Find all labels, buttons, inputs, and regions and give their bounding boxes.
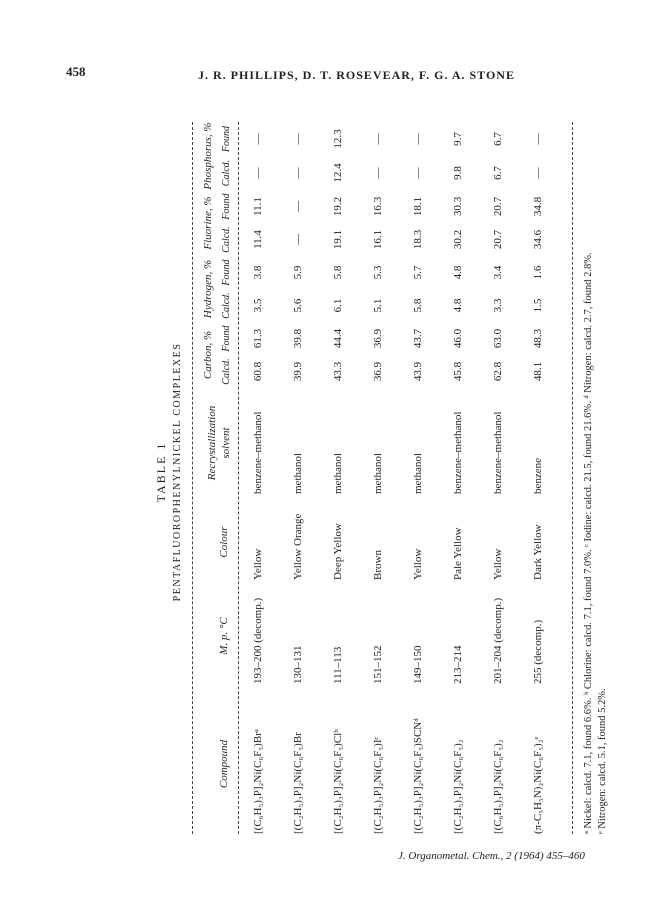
cell-solvent: methanol — [332, 453, 344, 494]
cell-c-found: 46.0 — [452, 328, 464, 349]
header-fluorine-found: Found — [221, 193, 232, 220]
cell-p-found: — — [532, 133, 544, 145]
cell-mp: 193–200 (decomp.) — [252, 597, 264, 684]
cell-f-found: 34.8 — [532, 196, 544, 217]
cell-p-found: — — [252, 133, 264, 145]
cell-mp: 151–152 — [372, 645, 384, 684]
cell-p-found: 6.7 — [492, 132, 504, 146]
cell-f-found: 30.3 — [452, 196, 464, 217]
cell-colour: Yellow — [252, 548, 264, 580]
cell-p-found: 9.7 — [452, 132, 464, 146]
cell-f-calc: 30.2 — [452, 229, 464, 250]
footnote-line-2: ᵉ Nitrogen: calcd. 5.1, found 5.2%. — [597, 688, 608, 834]
cell-colour: Brown — [372, 550, 384, 580]
journal-citation: J. Organometal. Chem., 2 (1964) 455–460 — [398, 850, 585, 862]
cell-colour: Pale Yellow — [452, 527, 464, 580]
cell-p-found: — — [292, 133, 304, 145]
cell-compound: (π-C₅H₅N)₂Ni(C₆F₅)₂ᵉ — [532, 736, 544, 834]
cell-colour: Yellow Orange — [292, 513, 304, 580]
cell-f-calc: 11.4 — [252, 230, 264, 249]
header-phosphorus-found: Found — [221, 125, 232, 153]
cell-p-calc: 12.4 — [332, 163, 344, 183]
cell-f-calc: — — [292, 234, 304, 245]
cell-h-calc: 5.1 — [372, 298, 384, 313]
cell-f-found: 16.3 — [372, 196, 384, 217]
header-hydrogen-found: Found — [221, 259, 232, 286]
rotated-table-page — [80, 92, 620, 852]
cell-c-found: 39.8 — [292, 328, 304, 349]
cell-h-found: 3.4 — [492, 265, 504, 280]
cell-mp: 201–204 (decomp.) — [492, 597, 504, 684]
cell-p-found: — — [372, 133, 384, 145]
cell-compound: [(C₂H₅)₃P]₂Ni(C₆F₅)Br — [292, 732, 304, 834]
cell-compound: [(C₂H₅)₃P]₂Ni(C₆F₅)₂ — [452, 739, 464, 834]
cell-h-calc: 4.8 — [452, 298, 464, 313]
cell-solvent: methanol — [292, 453, 304, 494]
cell-solvent: methanol — [412, 453, 424, 494]
cell-solvent: benzene–methanol — [492, 411, 504, 494]
cell-f-found: 11.1 — [252, 197, 264, 216]
cell-c-calc: 48.1 — [532, 361, 544, 382]
cell-compound: [(C₆H₅)₃P]₂Ni(C₆F₅)Brᵃ — [252, 729, 264, 834]
table-title: TABLE 1 — [154, 441, 168, 503]
cell-mp: 149–150 — [412, 645, 424, 684]
cell-c-calc: 60.8 — [252, 361, 264, 382]
cell-f-found: — — [292, 201, 304, 212]
header-compound: Compound — [218, 739, 230, 789]
header-colour: Colour — [218, 526, 230, 558]
cell-solvent: methanol — [372, 453, 384, 494]
header-hydrogen: Hydrogen, % — [202, 259, 214, 319]
header-solvent-line2: solvent — [220, 427, 232, 459]
cell-compound: [(C₆H₅)₃P]₂Ni(C₆F₅)₂ — [492, 739, 504, 834]
cell-mp: 255 (decomp.) — [532, 619, 544, 684]
cell-compound: [(C₂H₅)₃P]₂Ni(C₆F₅)Clᵇ — [332, 729, 344, 834]
header-fluorine-calcd: Calcd. — [221, 226, 232, 253]
cell-mp: 111–113 — [332, 646, 344, 684]
cell-solvent: benzene–methanol — [452, 411, 464, 494]
cell-c-calc: 43.9 — [412, 361, 424, 382]
table-footnotes — [582, 122, 610, 834]
table-top-rule — [192, 122, 193, 834]
header-phosphorus-calcd: Calcd. — [221, 159, 232, 187]
cell-h-calc: 1.5 — [532, 298, 544, 313]
cell-c-calc: 39.9 — [292, 361, 304, 382]
cell-p-calc: — — [252, 167, 264, 179]
cell-c-calc: 43.3 — [332, 361, 344, 382]
header-fluorine: Fluorine, % — [202, 196, 214, 250]
cell-c-calc: 62.8 — [492, 361, 504, 382]
table-subtitle: PENTAFLUOROPHENYLNICKEL COMPLEXES — [172, 342, 183, 602]
header-bottom-rule — [238, 122, 239, 834]
cell-c-found: 44.4 — [332, 328, 344, 349]
cell-h-calc: 3.3 — [492, 298, 504, 313]
page-number: 458 — [66, 64, 86, 79]
header-hydrogen-calcd: Calcd. — [221, 292, 232, 319]
cell-solvent: benzene–methanol — [252, 411, 264, 494]
cell-h-found: 5.9 — [292, 265, 304, 280]
cell-solvent: benzene — [532, 457, 544, 494]
cell-f-calc: 20.7 — [492, 229, 504, 250]
footnote-line-1: ᵃ Nickel: calcd. 7.1, found 6.6%. ᵇ Chlorine: calcd. 7.1, found 7.0%. ᶜ Iodine: calcd. 21.5, found 21.6%. ᵈ Nitrogen: calcd. 2.7, found 2.8%. — [583, 252, 594, 834]
cell-f-found: 18.1 — [412, 196, 424, 217]
cell-p-calc: — — [292, 167, 304, 179]
header-phosphorus: Phosphorus, % — [202, 122, 214, 190]
cell-h-calc: 5.8 — [412, 298, 424, 313]
cell-colour: Dark Yellow — [532, 524, 544, 580]
cell-mp: 213–214 — [452, 645, 464, 684]
cell-f-calc: 34.6 — [532, 229, 544, 250]
cell-h-found: 5.7 — [412, 265, 424, 280]
running-header-authors: J. R. PHILLIPS, D. T. ROSEVEAR, F. G. A. STONE — [198, 68, 515, 82]
cell-p-calc: — — [372, 167, 384, 179]
cell-c-calc: 45.8 — [452, 361, 464, 382]
cell-f-found: 20.7 — [492, 196, 504, 217]
cell-compound: [(C₂H₅)₃P]₂Ni(C₆F₅)SCNᵈ — [412, 718, 424, 834]
cell-h-calc: 5.6 — [292, 298, 304, 313]
cell-p-found: 12.3 — [332, 129, 344, 149]
cell-h-found: 3.8 — [252, 265, 264, 280]
cell-colour: Yellow — [492, 548, 504, 580]
cell-colour: Yellow — [412, 548, 424, 580]
header-carbon: Carbon, % — [202, 330, 214, 380]
cell-p-calc: — — [532, 167, 544, 179]
cell-f-calc: 19.1 — [332, 229, 344, 250]
cell-mp: 130–131 — [292, 645, 304, 684]
cell-c-found: 48.3 — [532, 328, 544, 349]
header-mp: M. p. °C — [218, 617, 230, 655]
cell-c-found: 36.9 — [372, 328, 384, 349]
cell-c-found: 61.3 — [252, 328, 264, 349]
cell-h-found: 4.8 — [452, 265, 464, 280]
cell-f-found: 19.2 — [332, 196, 344, 217]
cell-h-found: 1.6 — [532, 265, 544, 280]
header-carbon-found: Found — [221, 325, 232, 352]
header-solvent-line1: Recrystallization — [206, 405, 218, 481]
table-bottom-rule — [572, 122, 573, 834]
cell-f-calc: 16.1 — [372, 229, 384, 250]
cell-colour: Deep Yellow — [332, 523, 344, 580]
cell-compound: [(C₂H₅)₃P]₂Ni(C₆F₅)Iᶜ — [372, 736, 384, 834]
cell-p-found: — — [412, 133, 424, 145]
header-carbon-calcd: Calcd. — [221, 358, 232, 385]
cell-c-found: 43.7 — [412, 328, 424, 349]
cell-c-found: 63.0 — [492, 328, 504, 349]
cell-p-calc: — — [412, 167, 424, 179]
cell-h-found: 5.8 — [332, 265, 344, 280]
cell-h-found: 5.3 — [372, 265, 384, 280]
cell-h-calc: 3.5 — [252, 298, 264, 313]
cell-h-calc: 6.1 — [332, 298, 344, 313]
cell-p-calc: 9.8 — [452, 166, 464, 180]
cell-f-calc: 18.3 — [412, 229, 424, 250]
cell-c-calc: 36.9 — [372, 361, 384, 382]
cell-p-calc: 6.7 — [492, 166, 504, 180]
